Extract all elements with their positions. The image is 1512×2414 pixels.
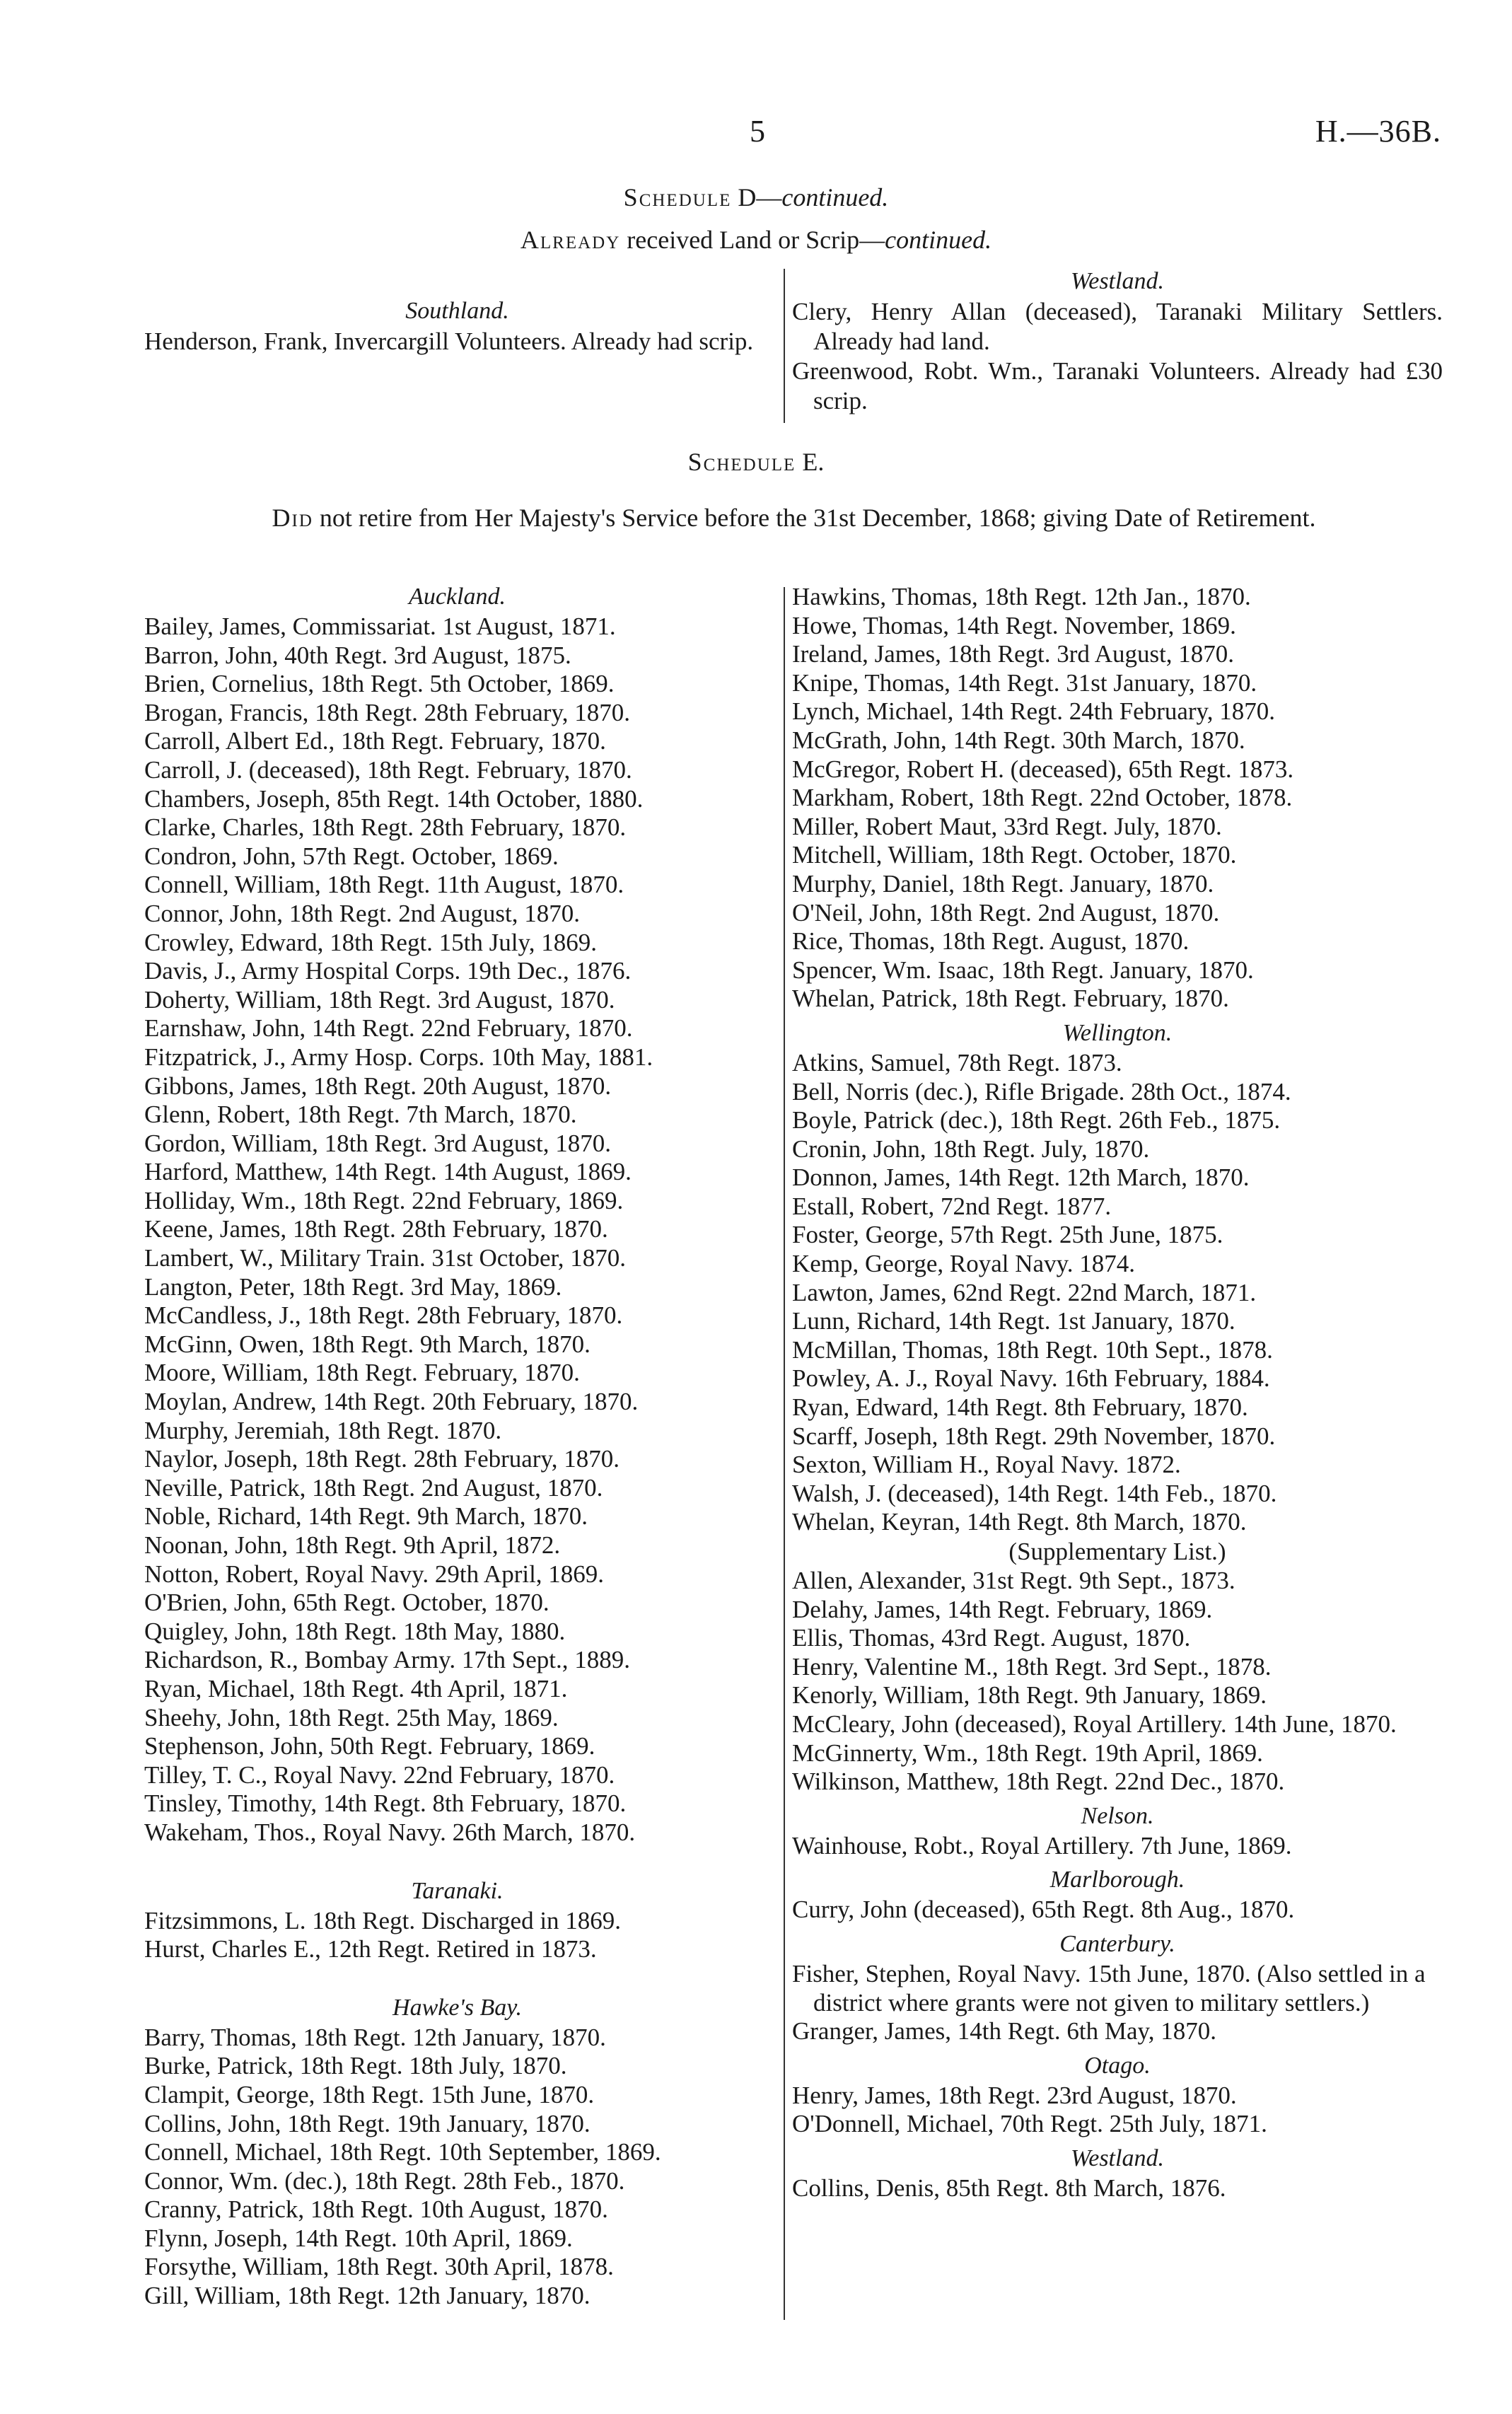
list-item: Henderson, Frank, Invercargill Volunteers. Already had scrip.: [144, 327, 754, 355]
list-item: Connell, Michael, 18th Regt. 10th September, 1869.: [144, 2138, 661, 2166]
list-item: Condron, John, 57th Regt. October, 1869.: [144, 842, 559, 870]
list-item: Granger, James, 14th Regt. 6th May, 1870.: [792, 2017, 1216, 2045]
list-item: Curry, John (deceased), 65th Regt. 8th Aug., 1870.: [792, 1896, 1295, 1924]
entry-list: [792, 2082, 1443, 2139]
list-item: Mitchell, William, 18th Regt. October, 1870.: [792, 841, 1237, 869]
entry-list: [792, 1960, 1443, 2046]
list-item: McGinnerty, Wm., 18th Regt. 19th April, 1869.: [792, 1739, 1263, 1767]
region-heading-otago: Otago.: [1084, 2052, 1151, 2079]
list-item: McGregor, Robert H. (deceased), 65th Regt. 1873.: [792, 755, 1294, 783]
list-item: Bailey, James, Commissariat. 1st August, 1871.: [144, 613, 616, 640]
list-item: Holliday, Wm., 18th Regt. 22nd February, 1869.: [144, 1186, 624, 1214]
list-item: Glenn, Robert, 18th Regt. 7th March, 1870.: [144, 1101, 577, 1129]
list-item: Foster, George, 57th Regt. 25th June, 1875.: [792, 1221, 1223, 1249]
list-item: Markham, Robert, 18th Regt. 22nd October, 1878.: [792, 784, 1293, 812]
entry-list: [792, 2174, 1443, 2203]
schedule-e-title: Schedule E.: [687, 448, 825, 476]
list-item: Barron, John, 40th Regt. 3rd August, 1875.: [144, 641, 571, 669]
region-heading-auckland: Auckland.: [409, 584, 506, 610]
list-item: Wakeham, Thos., Royal Navy. 26th March, 1870.: [144, 1818, 636, 1846]
list-item: Estall, Robert, 72nd Regt. 1877.: [792, 1192, 1112, 1220]
list-item: Hawkins, Thomas, 18th Regt. 12th Jan., 1870.: [792, 583, 1251, 610]
list-item: Barry, Thomas, 18th Regt. 12th January, 1870.: [144, 2023, 606, 2051]
list-item: Forsythe, William, 18th Regt. 30th April, 1878.: [144, 2253, 614, 2281]
list-item: Miller, Robert Maut, 33rd Regt. July, 1870.: [792, 812, 1222, 840]
list-item: Ellis, Thomas, 43rd Regt. August, 1870.: [792, 1624, 1191, 1652]
region-heading-hawkes-bay: Hawke's Bay.: [392, 1994, 522, 2021]
list-item: Powley, A. J., Royal Navy. 16th February, 1884.: [792, 1364, 1270, 1393]
list-item: Clery, Henry Allan (deceased), Taranaki Military Settlers. Already had land.: [792, 298, 1443, 355]
list-item: Bell, Norris (dec.), Rifle Brigade. 28th Oct., 1874.: [792, 1077, 1291, 1106]
list-item: Moore, William, 18th Regt. February, 1870.: [144, 1359, 580, 1387]
list-item: Kemp, George, Royal Navy. 1874.: [792, 1250, 1136, 1278]
list-item: Atkins, Samuel, 78th Regt. 1873.: [792, 1048, 1122, 1077]
list-item: Henry, Valentine M., 18th Regt. 3rd Sept., 1878.: [792, 1652, 1272, 1681]
entry-list: [144, 1907, 770, 1964]
list-item: Langton, Peter, 18th Regt. 3rd May, 1869.: [144, 1272, 562, 1301]
list-item: Davis, J., Army Hospital Corps. 19th Dec., 1876.: [144, 957, 632, 985]
list-item: O'Neil, John, 18th Regt. 2nd August, 1870.: [792, 898, 1220, 927]
column-divider: [784, 269, 785, 423]
list-item: Kenorly, William, 18th Regt. 9th January, 1869.: [792, 1681, 1267, 1710]
list-item: Knipe, Thomas, 14th Regt. 31st January, 1870.: [792, 668, 1257, 697]
list-item: Ireland, James, 18th Regt. 3rd August, 1870.: [792, 640, 1235, 668]
list-item: Ryan, Michael, 18th Regt. 4th April, 1871.: [144, 1674, 568, 1702]
entry-list: [792, 1832, 1443, 1861]
list-item: Sheehy, John, 18th Regt. 25th May, 1869.: [144, 1703, 559, 1731]
list-item: McCandless, J., 18th Regt. 28th February, 1870.: [144, 1301, 623, 1330]
column-divider: [784, 587, 785, 2320]
list-item: Moylan, Andrew, 14th Regt. 20th February, 1870.: [144, 1388, 639, 1416]
list-item: Connor, Wm. (dec.), 18th Regt. 28th Feb., 1870.: [144, 2166, 625, 2195]
list-item: Howe, Thomas, 14th Regt. November, 1869.: [792, 611, 1236, 639]
list-item: Lawton, James, 62nd Regt. 22nd March, 1871.: [792, 1278, 1257, 1306]
list-item: Burke, Patrick, 18th Regt. 18th July, 1870.: [144, 2052, 567, 2080]
region-heading-westland: Westland.: [1071, 2145, 1164, 2171]
entry-list: [792, 1049, 1443, 1537]
list-item: McGrath, John, 14th Regt. 30th March, 1870.: [792, 726, 1245, 754]
list-item: Clampit, George, 18th Regt. 15th June, 1870.: [144, 2080, 595, 2108]
list-item: Neville, Patrick, 18th Regt. 2nd August, 1870.: [144, 1473, 603, 1502]
list-item: Rice, Thomas, 18th Regt. August, 1870.: [792, 927, 1190, 956]
region-heading-wellington: Wellington.: [1062, 1019, 1173, 1046]
list-item: Cranny, Patrick, 18th Regt. 10th August, 1870.: [144, 2195, 608, 2224]
schedule-e-subtitle: Did not retire from Her Majesty's Service before the 31st December, 1868; giving Date of Retirement.: [272, 504, 1316, 532]
region-heading: Westland.: [1071, 268, 1164, 294]
page-number: 5: [750, 114, 765, 149]
list-item: Quigley, John, 18th Regt. 18th May, 1880.: [144, 1617, 566, 1645]
list-item: Donnon, James, 14th Regt. 12th March, 1870.: [792, 1164, 1250, 1192]
list-item: Richardson, R., Bombay Army. 17th Sept., 1889.: [144, 1646, 631, 1674]
list-item: Connor, John, 18th Regt. 2nd August, 1870.: [144, 899, 580, 927]
list-item: Gill, William, 18th Regt. 12th January, 1870.: [144, 2282, 591, 2310]
entry-list: [144, 2024, 770, 2311]
list-item: Gibbons, James, 18th Regt. 20th August, 1870.: [144, 1072, 612, 1100]
list-item: Collins, Denis, 85th Regt. 8th March, 1876.: [792, 2174, 1226, 2202]
region-heading-canterbury: Canterbury.: [1059, 1930, 1175, 1957]
list-item: Stephenson, John, 50th Regt. February, 1869.: [144, 1732, 595, 1760]
list-item: Carroll, Albert Ed., 18th Regt. February, 1870.: [144, 727, 606, 755]
list-item: Lynch, Michael, 14th Regt. 24th February, 1870.: [792, 697, 1276, 726]
list-item: Tilley, T. C., Royal Navy. 22nd February, 1870.: [144, 1760, 615, 1789]
list-item: Noble, Richard, 14th Regt. 9th March, 1870.: [144, 1502, 588, 1531]
list-item: Murphy, Daniel, 18th Regt. January, 1870.: [792, 869, 1214, 898]
list-item: Fisher, Stephen, Royal Navy. 15th June, 1870. (Also settled in a district where grants were not given to military settlers.): [792, 1959, 1426, 2016]
schedule-d-right-column: [792, 266, 1443, 416]
list-item: Crowley, Edward, 18th Regt. 15th July, 1869.: [144, 928, 597, 956]
list-item: Whelan, Patrick, 18th Regt. February, 1870.: [792, 985, 1229, 1013]
left-column: [144, 581, 770, 2311]
list-item: O'Brien, John, 65th Regt. October, 1870.: [144, 1589, 549, 1617]
list-item: Boyle, Patrick (dec.), 18th Regt. 26th Feb., 1875.: [792, 1106, 1281, 1135]
list-item: Carroll, J. (deceased), 18th Regt. February, 1870.: [144, 755, 632, 784]
list-item: Brogan, Francis, 18th Regt. 28th February, 1870.: [144, 698, 630, 726]
list-item: Scarff, Joseph, 18th Regt. 29th November, 1870.: [792, 1422, 1276, 1450]
entry-list: [792, 583, 1443, 1014]
region-heading-marlborough: Marlborough.: [1049, 1867, 1185, 1893]
supplementary-list-label: (Supplementary List.): [1008, 1538, 1226, 1565]
right-column: [792, 583, 1443, 2203]
list-item: Earnshaw, John, 14th Regt. 22nd February, 1870.: [144, 1014, 633, 1043]
list-item: Notton, Robert, Royal Navy. 29th April, 1869.: [144, 1560, 605, 1588]
list-item: Whelan, Keyran, 14th Regt. 8th March, 1870.: [792, 1508, 1247, 1536]
list-item: Lambert, W., Military Train. 31st October, 1870.: [144, 1244, 627, 1272]
list-item: O'Donnell, Michael, 70th Regt. 25th July, 1871.: [792, 2110, 1267, 2138]
list-item: Collins, John, 18th Regt. 19th January, 1870.: [144, 2109, 591, 2137]
list-item: Ryan, Edward, 14th Regt. 8th February, 1870.: [792, 1393, 1248, 1422]
region-heading: Southland.: [405, 298, 509, 324]
list-item: Hurst, Charles E., 12th Regt. Retired in 1873.: [144, 1935, 597, 1963]
list-item: McCleary, John (deceased), Royal Artillery. 14th June, 1870.: [792, 1710, 1397, 1738]
list-item: Walsh, J. (deceased), 14th Regt. 14th Feb., 1870.: [792, 1479, 1277, 1507]
list-item: Tinsley, Timothy, 14th Regt. 8th February, 1870.: [144, 1789, 627, 1818]
list-item: Greenwood, Robt. Wm., Taranaki Volunteers. Already had £30 scrip.: [792, 357, 1443, 414]
list-item: Cronin, John, 18th Regt. July, 1870.: [792, 1135, 1150, 1163]
region-heading-nelson: Nelson.: [1081, 1802, 1154, 1829]
list-item: Murphy, Jeremiah, 18th Regt. 1870.: [144, 1416, 502, 1444]
list-item: Brien, Cornelius, 18th Regt. 5th October, 1869.: [144, 670, 615, 698]
list-item: Harford, Matthew, 14th Regt. 14th August, 1869.: [144, 1158, 632, 1186]
entry-list: [792, 1896, 1443, 1925]
list-item: Spencer, Wm. Isaac, 18th Regt. January, 1870.: [792, 956, 1254, 984]
list-item: Sexton, William H., Royal Navy. 1872.: [792, 1451, 1181, 1479]
list-item: Wainhouse, Robt., Royal Artillery. 7th June, 1869.: [792, 1831, 1292, 1859]
list-item: McGinn, Owen, 18th Regt. 9th March, 1870.: [144, 1330, 591, 1358]
list-item: Lunn, Richard, 14th Regt. 1st January, 1870.: [792, 1307, 1235, 1335]
list-item: Fitzsimmons, L. 18th Regt. Discharged in 1869.: [144, 1906, 622, 1934]
document-reference: H.—36B.: [1315, 114, 1441, 149]
list-item: Connell, William, 18th Regt. 11th August, 1870.: [144, 871, 624, 899]
region-heading-taranaki: Taranaki.: [411, 1877, 504, 1904]
list-item: Wilkinson, Matthew, 18th Regt. 22nd Dec., 1870.: [792, 1768, 1285, 1796]
schedule-d-left-column: [144, 296, 770, 356]
schedule-d-subtitle: Already received Land or Scrip—continued.: [520, 226, 992, 254]
list-item: Naylor, Joseph, 18th Regt. 28th February, 1870.: [144, 1445, 620, 1473]
schedule-d-title: Schedule D—continued.: [623, 183, 889, 211]
entry-list: [792, 1567, 1443, 1797]
list-item: Flynn, Joseph, 14th Regt. 10th April, 1869.: [144, 2224, 573, 2252]
list-item: Gordon, William, 18th Regt. 3rd August, 1870.: [144, 1129, 612, 1157]
list-item: Clarke, Charles, 18th Regt. 28th February, 1870.: [144, 813, 627, 842]
list-item: Delahy, James, 14th Regt. February, 1869.: [792, 1595, 1213, 1623]
list-item: McMillan, Thomas, 18th Regt. 10th Sept., 1878.: [792, 1335, 1273, 1364]
list-item: Henry, James, 18th Regt. 23rd August, 1870.: [792, 2081, 1237, 2109]
list-item: Noonan, John, 18th Regt. 9th April, 1872.: [144, 1531, 561, 1559]
list-item: Fitzpatrick, J., Army Hosp. Corps. 10th May, 1881.: [144, 1043, 653, 1071]
list-item: Chambers, Joseph, 85th Regt. 14th October, 1880.: [144, 784, 644, 813]
entry-list: [144, 613, 770, 1847]
list-item: Doherty, William, 18th Regt. 3rd August, 1870.: [144, 985, 615, 1014]
list-item: Keene, James, 18th Regt. 28th February, 1870.: [144, 1215, 608, 1243]
list-item: Allen, Alexander, 31st Regt. 9th Sept., 1873.: [792, 1567, 1235, 1594]
